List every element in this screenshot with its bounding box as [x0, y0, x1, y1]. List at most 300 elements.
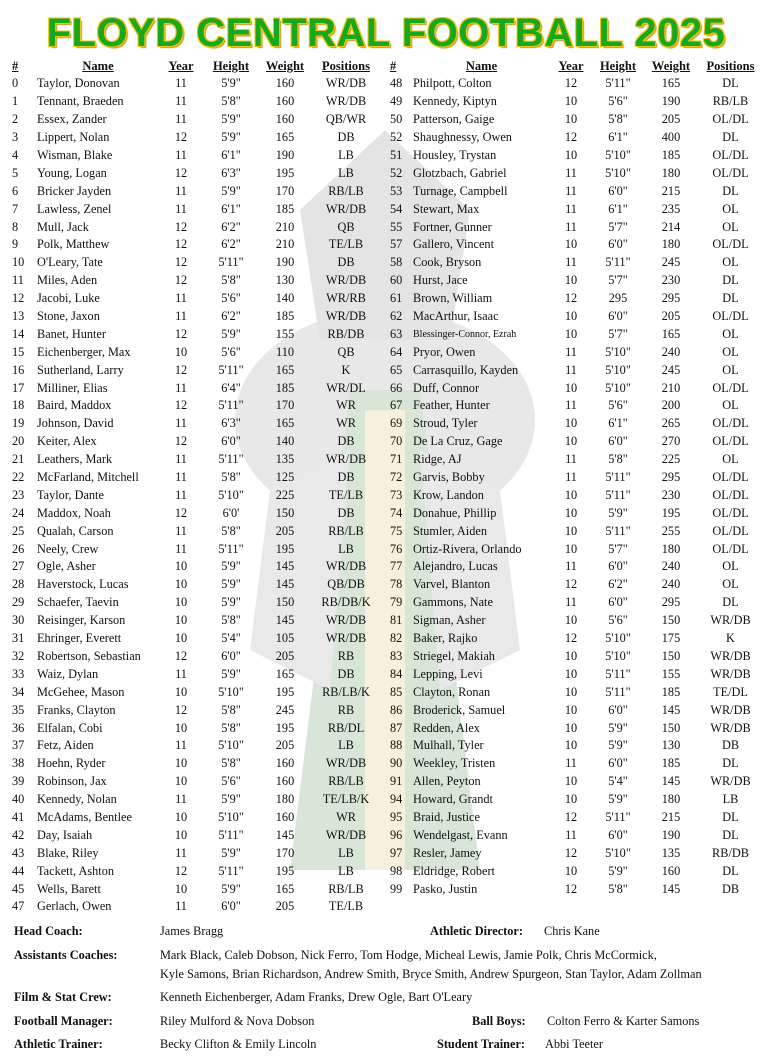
player-year: 12 — [174, 505, 188, 520]
roster-row — [12, 701, 381, 719]
roster-row — [390, 630, 763, 648]
player-positions: WR/DB — [325, 827, 367, 842]
player-height: 5'11" — [605, 76, 631, 91]
player-positions: OL/DL — [712, 237, 749, 252]
roster-row — [390, 486, 763, 504]
player-positions: RB/DB — [712, 845, 749, 860]
player-number: 7 — [12, 201, 19, 216]
roster-row — [12, 379, 381, 397]
player-name: Housley, Trystan — [413, 148, 497, 162]
player-name: Banet, Hunter — [37, 326, 106, 341]
player-height: 5'8" — [608, 452, 628, 467]
player-name: Day, Isaiah — [37, 827, 93, 842]
player-number: 64 — [390, 344, 403, 359]
player-year: 12 — [564, 291, 578, 306]
player-height: 6'0' — [222, 505, 240, 520]
player-year: 10 — [564, 684, 578, 699]
player-positions: QB — [337, 219, 355, 234]
player-positions: WR/DB — [710, 702, 751, 717]
player-number: 94 — [390, 792, 403, 807]
player-weight: 185 — [661, 756, 681, 771]
player-number: 3 — [12, 130, 19, 145]
player-positions: QB/WR — [325, 112, 367, 127]
player-name: Taylor, Donovan — [37, 76, 120, 91]
player-height: 5'9" — [608, 738, 628, 753]
player-height: 6'3" — [221, 165, 241, 180]
roster-row — [390, 236, 763, 254]
player-name: Robertson, Sebastian — [37, 648, 141, 663]
roster-row — [390, 737, 763, 755]
player-height: 5'8" — [221, 523, 241, 538]
player-positions: OL/DL — [712, 112, 749, 127]
player-height: 6'0" — [608, 559, 628, 574]
player-number: 6 — [12, 183, 19, 198]
player-name: Blessinger-Connor, Ezrah — [413, 328, 517, 340]
player-name: MacArthur, Isaac — [413, 309, 499, 324]
col-weight-header: Weight — [651, 59, 691, 73]
roster-header-row — [390, 58, 763, 75]
player-year: 11 — [175, 452, 187, 467]
player-positions: OL — [722, 398, 739, 413]
player-number: 16 — [12, 362, 25, 377]
player-positions: DL — [722, 291, 739, 306]
roster-row — [12, 540, 381, 558]
player-height: 295 — [608, 291, 628, 306]
player-positions: DL — [722, 76, 739, 91]
player-number: 36 — [12, 720, 25, 735]
player-height: 5'10" — [605, 362, 631, 377]
player-year: 11 — [565, 344, 577, 359]
roster-row — [12, 594, 381, 612]
player-weight: 190 — [661, 827, 681, 842]
head-coach-label-bold: Head Coach: — [14, 924, 83, 938]
player-name: Qualah, Carson — [37, 523, 114, 538]
player-year: 11 — [175, 183, 187, 198]
player-height: 5'9" — [608, 792, 628, 807]
player-weight: 160 — [275, 112, 295, 127]
player-year: 10 — [564, 112, 578, 127]
player-year: 12 — [564, 845, 578, 860]
player-number: 4 — [12, 148, 19, 162]
player-positions: WR/DB — [325, 613, 367, 628]
player-year: 11 — [565, 183, 577, 198]
player-height: 5'10" — [605, 845, 631, 860]
player-weight: 180 — [661, 165, 681, 180]
player-height: 5'6" — [221, 344, 241, 359]
player-number: 45 — [12, 881, 25, 896]
player-number: 33 — [12, 666, 25, 681]
player-positions: TE/LB — [328, 237, 364, 252]
player-year: 11 — [565, 452, 577, 467]
roster-row — [390, 844, 763, 862]
roster-row — [390, 451, 763, 469]
player-name: Ogle, Asher — [37, 559, 96, 574]
player-positions: WR/DB — [710, 774, 751, 789]
player-name: Cook, Bryson — [413, 255, 482, 270]
player-number: 25 — [12, 523, 25, 538]
player-positions: OL/DL — [712, 487, 749, 502]
player-positions: WR/DB — [325, 76, 367, 91]
player-number: 70 — [390, 434, 403, 449]
player-weight: 165 — [275, 130, 295, 145]
player-year: 11 — [565, 398, 577, 413]
roster-row — [12, 504, 381, 522]
player-weight: 185 — [661, 148, 681, 162]
player-name: Kennedy, Kiptyn — [413, 94, 497, 109]
player-number: 67 — [390, 398, 403, 413]
player-weight: 245 — [661, 255, 681, 270]
player-weight: 135 — [275, 452, 295, 467]
player-number: 26 — [12, 541, 25, 556]
roster-row — [390, 594, 763, 612]
player-height: 6'0" — [608, 183, 628, 198]
player-weight: 135 — [661, 845, 681, 860]
player-weight: 165 — [661, 326, 681, 341]
player-name: O'Leary, Tate — [37, 255, 103, 270]
player-year: 10 — [564, 648, 578, 663]
player-number: 52 — [390, 130, 403, 145]
player-positions: WR/DB — [710, 613, 751, 628]
player-name: Eichenberger, Max — [37, 344, 131, 359]
player-weight: 140 — [275, 434, 295, 449]
player-number: 72 — [390, 470, 403, 485]
roster-row — [390, 469, 763, 487]
player-year: 10 — [174, 684, 188, 699]
player-height: 5'9" — [221, 792, 241, 807]
player-weight: 245 — [661, 362, 681, 377]
player-positions: WR/DB — [325, 273, 367, 288]
player-number: 48 — [390, 76, 403, 91]
player-name: Stone, Jaxon — [37, 309, 100, 324]
player-name: Alejandro, Lucas — [413, 559, 498, 574]
roster-row — [12, 809, 381, 827]
player-height: 5'7" — [608, 326, 628, 341]
player-year: 12 — [174, 326, 188, 341]
roster-row — [390, 755, 763, 773]
player-name: Franks, Clayton — [37, 702, 116, 717]
roster-row — [12, 325, 381, 343]
player-positions: OL — [722, 577, 739, 592]
player-year: 11 — [175, 523, 187, 538]
roster-row — [12, 308, 381, 326]
roster-row — [390, 826, 763, 844]
player-number: 90 — [390, 756, 403, 771]
player-weight: 140 — [275, 291, 295, 306]
player-name: Milliner, Elias — [37, 380, 108, 395]
roster-row — [390, 379, 763, 397]
player-name: Lippert, Nolan — [37, 130, 110, 145]
football-manager-names: Riley Mulford & Nova Dobson — [160, 1014, 315, 1028]
player-year: 12 — [174, 130, 188, 145]
player-name: Haverstock, Lucas — [37, 577, 129, 592]
roster-row — [12, 844, 381, 862]
player-year: 11 — [175, 899, 187, 914]
player-year: 12 — [174, 273, 188, 288]
player-height: 6'0" — [608, 702, 628, 717]
player-weight: 205 — [275, 648, 295, 663]
player-name: Young, Logan — [37, 165, 107, 180]
player-name: Philpott, Colton — [413, 76, 492, 91]
roster-row — [390, 75, 763, 93]
player-year: 12 — [564, 577, 578, 592]
roster-row — [390, 648, 763, 666]
player-weight: 165 — [275, 362, 295, 377]
player-weight: 235 — [661, 201, 681, 216]
player-year: 10 — [564, 416, 578, 431]
player-positions: DL — [722, 273, 739, 288]
player-height: 5'9" — [221, 112, 241, 127]
player-number: 49 — [390, 94, 403, 109]
player-positions: LB — [722, 792, 739, 807]
player-weight: 180 — [661, 237, 681, 252]
player-height: 5'4" — [608, 774, 628, 789]
player-weight: 155 — [661, 666, 681, 681]
player-year: 12 — [174, 434, 188, 449]
assistants-line-1: Mark Black, Caleb Dobson, Nick Ferro, Tom Hodge, Micheal Lewis, Jamie Polk, Chris McCormick, — [160, 948, 657, 962]
player-weight: 205 — [661, 112, 681, 127]
player-name: Polk, Matthew — [37, 237, 110, 252]
player-positions: DB — [721, 738, 740, 753]
player-year: 10 — [564, 505, 578, 520]
player-height: 5'6" — [608, 398, 628, 413]
player-name: Fetz, Aiden — [37, 738, 94, 753]
player-number: 34 — [12, 684, 25, 699]
player-name: Redden, Alex — [413, 720, 480, 735]
col-height-header: Height — [599, 59, 637, 73]
athletic-director-label: Athletic Director: — [430, 924, 523, 938]
player-number: 41 — [12, 809, 25, 824]
player-positions: DB — [337, 255, 355, 270]
player-year: 11 — [175, 201, 187, 216]
roster-row — [390, 290, 763, 308]
player-positions: DB — [337, 130, 355, 145]
player-number: 78 — [390, 577, 403, 592]
player-year: 10 — [564, 237, 578, 252]
player-height: 5'7" — [608, 273, 628, 288]
player-year: 12 — [564, 631, 578, 646]
player-year: 10 — [564, 523, 578, 538]
player-name: Kennedy, Nolan — [37, 792, 117, 807]
player-number: 29 — [12, 595, 25, 610]
player-weight: 295 — [661, 470, 681, 485]
player-height: 5'11" — [605, 684, 631, 699]
player-year: 10 — [564, 309, 578, 324]
player-height: 5'9" — [221, 577, 241, 592]
roster-row — [390, 343, 763, 361]
player-positions: TE/DL — [713, 684, 748, 699]
player-number: 91 — [390, 774, 403, 789]
roster-header-row — [12, 58, 381, 75]
roster-row — [390, 111, 763, 129]
player-year: 10 — [174, 559, 188, 574]
player-number: 66 — [390, 380, 403, 395]
player-positions: WR/DB — [710, 720, 751, 735]
player-year: 11 — [175, 541, 187, 556]
player-positions: DL — [722, 756, 739, 771]
player-weight: 150 — [661, 648, 681, 663]
player-name: Hoehn, Ryder — [37, 756, 106, 771]
player-height: 5'9" — [221, 130, 241, 145]
roster-row — [12, 737, 381, 755]
player-weight: 214 — [661, 219, 681, 234]
player-number: 77 — [390, 559, 403, 574]
player-weight: 160 — [275, 756, 295, 771]
player-weight: 200 — [661, 398, 681, 413]
player-name: Keiter, Alex — [37, 434, 97, 449]
player-name: Allen, Peyton — [413, 774, 481, 789]
player-number: 30 — [12, 613, 25, 628]
player-name: Wendelgast, Evann — [413, 827, 508, 842]
player-weight: 225 — [275, 487, 295, 502]
player-name: Carrasquillo, Kayden — [413, 362, 519, 377]
roster-row — [390, 254, 763, 272]
player-positions: RB/LB — [328, 774, 364, 789]
player-weight: 130 — [661, 738, 681, 753]
player-positions: OL/DL — [712, 148, 749, 162]
player-name: Ridge, AJ — [413, 452, 462, 467]
player-year: 10 — [174, 881, 188, 896]
player-positions: WR/DL — [326, 380, 366, 395]
player-positions: OL — [722, 362, 739, 377]
player-year: 10 — [174, 613, 188, 628]
player-number: 88 — [390, 738, 403, 753]
player-number: 75 — [390, 523, 403, 538]
player-height: 5'11" — [218, 362, 244, 377]
player-number: 21 — [12, 452, 25, 467]
player-number: 95 — [390, 809, 403, 824]
player-name: Stroud, Tyler — [413, 416, 478, 431]
player-number: 96 — [390, 827, 403, 842]
player-positions: DL — [722, 595, 739, 610]
roster-row — [390, 522, 763, 540]
player-number: 50 — [390, 112, 403, 127]
player-name: Robinson, Jax — [37, 774, 107, 789]
student-trainer-label: Student Trainer: — [437, 1037, 526, 1051]
roster-row — [12, 433, 381, 451]
player-number: 0 — [12, 76, 19, 91]
player-number: 20 — [12, 434, 25, 449]
player-height: 6'1" — [221, 201, 241, 216]
player-positions: WR/DB — [325, 94, 367, 109]
player-name: Glotzbach, Gabriel — [413, 165, 507, 180]
player-positions: DL — [722, 130, 739, 145]
player-height: 5'9" — [221, 326, 241, 341]
player-positions: QB — [337, 344, 355, 359]
player-number: 18 — [12, 398, 25, 413]
player-name: Wisman, Blake — [37, 148, 113, 162]
player-number: 27 — [12, 559, 25, 574]
player-number: 11 — [12, 273, 24, 288]
player-height: 5'10" — [605, 165, 631, 180]
roster-row — [12, 862, 381, 880]
roster-row — [390, 164, 763, 182]
player-year: 10 — [564, 863, 578, 878]
player-height: 5'9" — [221, 666, 241, 681]
player-year: 11 — [175, 291, 187, 306]
player-positions: QB/DB — [327, 577, 365, 592]
player-positions: WR/DB — [325, 452, 367, 467]
player-positions: OL/DL — [712, 434, 749, 449]
player-number: 79 — [390, 595, 403, 610]
roster-row — [12, 683, 381, 701]
player-positions: DB — [337, 505, 355, 520]
player-year: 12 — [174, 255, 188, 270]
player-name: Krow, Landon — [413, 487, 484, 502]
player-year: 10 — [174, 631, 188, 646]
player-year: 11 — [565, 201, 577, 216]
player-weight: 185 — [275, 380, 295, 395]
player-weight: 145 — [275, 827, 295, 842]
player-height: 6'0" — [608, 756, 628, 771]
player-name: Elfalan, Cobi — [37, 720, 103, 735]
film-crew-names: Kenneth Eichenberger, Adam Franks, Drew Ogle, Bart O'Leary — [160, 990, 473, 1004]
player-year: 10 — [564, 613, 578, 628]
player-number: 35 — [12, 702, 25, 717]
player-year: 12 — [174, 398, 188, 413]
roster-row — [390, 809, 763, 827]
player-weight: 240 — [661, 577, 681, 592]
player-weight: 195 — [275, 863, 295, 878]
player-weight: 160 — [661, 863, 681, 878]
player-year: 11 — [175, 738, 187, 753]
player-height: 5'8" — [221, 720, 241, 735]
roster-row — [12, 254, 381, 272]
player-weight: 125 — [275, 470, 295, 485]
player-weight: 205 — [275, 738, 295, 753]
player-name: De La Cruz, Gage — [413, 434, 503, 449]
player-number: 14 — [12, 326, 25, 341]
player-name: Donahue, Phillip — [413, 505, 497, 520]
player-weight: 215 — [661, 809, 681, 824]
player-number: 81 — [390, 613, 403, 628]
player-weight: 265 — [661, 416, 681, 431]
player-weight: 205 — [661, 309, 681, 324]
player-height: 5'8" — [221, 702, 241, 717]
player-name: Johnson, David — [37, 416, 114, 431]
player-name: Turnage, Campbell — [413, 183, 508, 198]
player-positions: OL — [722, 326, 739, 341]
player-name: Stewart, Max — [413, 201, 480, 216]
player-weight: 145 — [275, 577, 295, 592]
player-positions: WR/DB — [710, 666, 751, 681]
ball-boys-names: Colton Ferro & Karter Samons — [547, 1014, 700, 1028]
player-weight: 255 — [661, 523, 681, 538]
roster-row — [12, 343, 381, 361]
player-positions: K — [726, 631, 735, 646]
player-name: Neely, Crew — [37, 541, 99, 556]
player-height: 5'10" — [218, 684, 244, 699]
player-number: 97 — [390, 845, 403, 860]
player-number: 84 — [390, 666, 403, 681]
player-name: Pryor, Owen — [413, 344, 476, 359]
player-height: 6'0" — [221, 434, 241, 449]
athletic-trainer-label: Athletic Trainer: — [14, 1037, 103, 1051]
player-height: 5'8" — [608, 112, 628, 127]
player-name: Eldridge, Robert — [413, 863, 495, 878]
roster-row — [12, 75, 381, 93]
player-weight: 245 — [275, 702, 295, 717]
roster-row — [390, 558, 763, 576]
roster-row — [12, 665, 381, 683]
player-height: 5'9" — [221, 183, 241, 198]
player-height: 5'11" — [218, 255, 244, 270]
player-weight: 150 — [275, 595, 295, 610]
player-number: 98 — [390, 863, 403, 878]
roster-row — [12, 111, 381, 129]
player-height: 5'11" — [605, 470, 631, 485]
roster-row — [12, 898, 381, 916]
player-weight: 195 — [275, 165, 295, 180]
